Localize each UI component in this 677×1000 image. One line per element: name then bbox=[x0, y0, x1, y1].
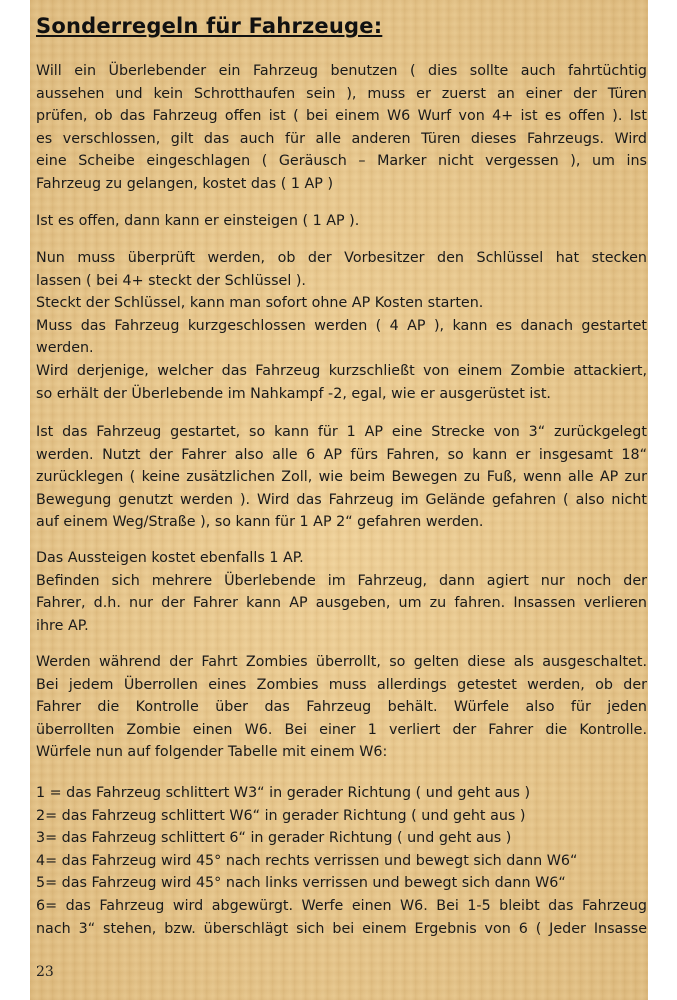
table-row: nach 3“ stehen, bzw. überschlägt sich bei einem Ergebnis von 6 ( Jeder Insasse bbox=[36, 920, 647, 937]
text-line: Das Aussteigen kostet ebenfalls 1 AP. bbox=[36, 550, 304, 566]
paragraph-vehicle-entry bbox=[36, 60, 647, 196]
paragraph-driving bbox=[36, 421, 647, 534]
text-line: Ist es offen, dann kann er einsteigen ( 1 AP ). bbox=[36, 213, 360, 229]
text-line: aussehen und kein Schrotthaufen sein ), muss er zuerst an einer der Türen bbox=[36, 85, 647, 102]
text-line: Muss das Fahrzeug kurzgeschlossen werden ( 4 AP ), kann es danach gestartet bbox=[36, 317, 647, 334]
table-row: 5= das Fahrzeug wird 45° nach links verrissen und bewegt sich dann W6“ bbox=[36, 875, 566, 892]
table-row: 3= das Fahrzeug schlittert 6“ in gerader Richtung ( und geht aus ) bbox=[36, 830, 512, 847]
text-line: Würfele nun auf folgender Tabelle mit einem W6: bbox=[36, 744, 388, 761]
text-line: Bewegung genutzt werden ). Wird das Fahrzeug im Gelände gefahren ( also nicht bbox=[36, 491, 647, 508]
paragraph-key-check bbox=[36, 247, 647, 405]
text-line: Fahrer die Kontrolle über das Fahrzeug behält. Würfele also für jeden bbox=[36, 699, 647, 716]
text-line: Fahrzeug zu gelangen, kostet das ( 1 AP ) bbox=[36, 175, 334, 192]
text-line: werden. Nutzt der Fahrer also alle 6 AP fürs Fahren, so kann er insgesamt 18“ bbox=[36, 446, 647, 463]
text-line: auf einem Weg/Straße ), so kann für 1 AP 2“ gefahren werden. bbox=[36, 514, 484, 531]
text-line: werden. bbox=[36, 340, 94, 357]
text-line: prüfen, ob das Fahrzeug offen ist ( bei einem W6 Wurf von 4+ ist es offen ). Ist bbox=[36, 108, 647, 125]
text-line: Wird derjenige, welcher das Fahrzeug kurzschließt von einem Zombie attackiert, bbox=[36, 362, 647, 379]
text-line: eine Scheibe eingeschlagen ( Geräusch – Marker nicht vergessen ), um ins bbox=[36, 153, 647, 170]
parchment-page bbox=[30, 0, 648, 1000]
text-line: Will ein Überlebender ein Fahrzeug benutzen ( dies sollte auch fahrtüchtig bbox=[36, 63, 647, 79]
text-line: Ist das Fahrzeug gestartet, so kann für 1 AP eine Strecke von 3“ zurückgelegt bbox=[36, 424, 647, 440]
control-loss-table bbox=[36, 782, 647, 940]
text-line: lassen ( bei 4+ steckt der Schlüssel ). bbox=[36, 272, 306, 289]
page-number: 23 bbox=[36, 964, 54, 980]
text-line: Bei jedem Überrollen eines Zombies muss allerdings getestet werden, ob der bbox=[36, 676, 647, 693]
table-row: 1 = das Fahrzeug schlittert W3“ in gerader Richtung ( und geht aus ) bbox=[36, 785, 531, 801]
text-line: Fahrer, d.h. nur der Fahrer kann AP ausgeben, um zu fahren. Insassen verlieren bbox=[36, 595, 647, 612]
paragraph-exiting bbox=[36, 547, 647, 637]
table-row: 6= das Fahrzeug wird abgewürgt. Werfe einen W6. Bei 1-5 bleibt das Fahrzeug bbox=[36, 897, 647, 914]
text-line: es verschlossen, gilt das auch für alle anderen Türen dieses Fahrzeugs. Wird bbox=[36, 130, 647, 147]
text-line: überrollten Zombie einen W6. Bei einer 1 verliert der Fahrer die Kontrolle. bbox=[36, 721, 647, 738]
table-row: 4= das Fahrzeug wird 45° nach rechts verrissen und bewegt sich dann W6“ bbox=[36, 852, 578, 869]
table-row: 2= das Fahrzeug schlittert W6“ in gerader Richtung ( und geht aus ) bbox=[36, 807, 526, 824]
text-line: ihre AP. bbox=[36, 617, 89, 634]
text-line: Werden während der Fahrt Zombies überrollt, so gelten diese als ausgeschaltet. bbox=[36, 654, 647, 670]
paragraph-running-over-zombies bbox=[36, 651, 647, 764]
text-line: Nun muss überprüft werden, ob der Vorbesitzer den Schlüssel hat stecken bbox=[36, 250, 647, 266]
page-title: Sonderregeln für Fahrzeuge: bbox=[36, 14, 383, 38]
text-line: so erhält der Überlebende im Nahkampf -2, egal, wie er ausgerüstet ist. bbox=[36, 385, 551, 402]
paragraph-boarding bbox=[36, 210, 647, 233]
text-line: Befinden sich mehrere Überlebende im Fahrzeug, dann agiert nur noch der bbox=[36, 572, 647, 589]
text-line: Steckt der Schlüssel, kann man sofort ohne AP Kosten starten. bbox=[36, 295, 484, 312]
text-line: zurücklegen ( keine zusätzlichen Zoll, wie beim Bewegen zu Fuß, wenn alle AP zur bbox=[36, 469, 647, 486]
